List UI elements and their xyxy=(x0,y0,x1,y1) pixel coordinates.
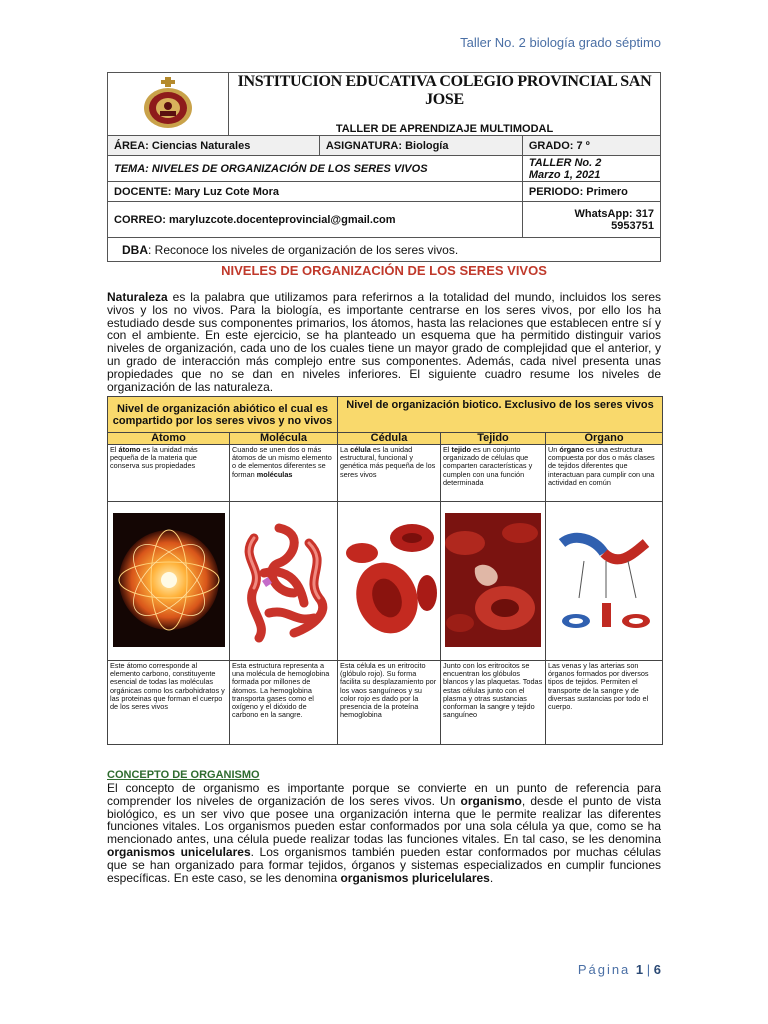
vein-artery-illustration xyxy=(554,513,654,647)
topic-cell: TEMA: NIVELES DE ORGANIZACIÓN DE LOS SERES VIVOS xyxy=(108,156,523,182)
dba-text: : Reconoce los niveles de organización de los seres vivos. xyxy=(148,242,459,257)
intro-lead: Naturaleza xyxy=(107,290,168,304)
def-molecula: Cuando se unen dos o más átomos de un mismo elemento o de elementos diferentes se forman moléculas xyxy=(230,445,338,502)
atom-image xyxy=(108,502,230,661)
molecule-image xyxy=(230,502,338,661)
def-atomo: El átomo es la unidad más pequeña de la materia que conserva sus propiedades xyxy=(108,445,230,502)
organism-heading: CONCEPTO DE ORGANISMO xyxy=(107,769,260,781)
cell-image xyxy=(338,502,441,661)
term-pluricelulares: organismos pluricelulares xyxy=(340,870,490,885)
desc-tejido: Junto con los eritrocitos se encuentran los glóbulos blancos y las plaquetas. Todas estas células junto con el plasma y otras sustancias conforman la sangre y tejido sanguíneo xyxy=(441,661,546,745)
area-cell: ÁREA: Ciencias Naturales xyxy=(108,136,320,156)
page-footer xyxy=(578,962,661,977)
page-total: 6 xyxy=(653,962,661,977)
teacher-cell: DOCENTE: Mary Luz Cote Mora xyxy=(108,182,523,202)
page-label: Página xyxy=(577,962,631,977)
col-organo: Organo xyxy=(546,433,663,445)
organization-levels-table xyxy=(107,396,663,745)
school-crest-icon xyxy=(138,75,198,131)
school-crest xyxy=(108,73,229,136)
intro-paragraph xyxy=(107,291,661,393)
col-molecula: Molécula xyxy=(230,433,338,445)
def-tejido: El tejido es un conjunto organizado de células que comparten características y cumplen con una función determinada xyxy=(441,445,546,502)
erythrocyte-illustration xyxy=(342,513,437,647)
desc-celula: Esta célula es un eritrocito (glóbulo rojo). Su forma facilita su desplazamiento por los vaos sanguíneos y su color rojo es dado por la presencia de la proteína hemoglobina xyxy=(338,661,441,745)
term-organismo: organismo xyxy=(460,793,522,808)
workshop-subtitle: TALLER DE APRENDIZAJE MULTIMODAL xyxy=(335,123,554,135)
organism-paragraph: El concepto de organismo es importante porque se convierte en un punto de referencia para comprender los niveles de organización de los seres vivos. Un organismo, desde el punto de vista biológico, es un ser vivo que posee una organización interna que le permite realizar las diferentes funciones vitales. Los organismos pueden estar conformados por una sola célula ya que, como se ha mencionado antes, una célula puede realizar todas las funciones vitales. En tal caso, se les denomina organismos unicelulares. Los organismos también pueden estar conformados por muchas células que se han organizado para formar tejidos, órganos y sistemas especializados en cumplir funciones específicas. En este caso, se les denomina organismos pluricelulares. xyxy=(107,781,661,885)
col-atomo: Atomo xyxy=(108,433,230,445)
page-separator: | xyxy=(643,962,654,977)
grade-cell: GRADO: 7 º xyxy=(522,136,660,156)
header-table xyxy=(107,72,661,262)
abiotic-level-header: Nivel de organización abiótico el cual es compartido por los seres vivos y no vivos xyxy=(108,397,338,433)
intro-text: es la palabra que utilizamos para referirnos a la totalidad del mundo, incluidos los seres vivos y los no vivos. Para la biología, es importante centrarse en los seres vivos, por ello los ha estudiado desde sus componentes primarios, los átomos, hasta las relaciones que establecen entre sí y con el ambiente. En este ejercicio, se ha planteado un esquema que ha permitido distinguir varios niveles de organización, cada uno de los cuales tiene un mayor grado de complejidad que el anterior, y un grado de interacción más complejo entre sus componentes. Además, cada nivel presenta unas propiedades que no se dan en niveles inferiores. El siguiente cuadro resume los niveles de organización de las naturaleza. xyxy=(107,290,661,394)
def-organo: Un órgano es una estructura compuesta por dos o más clases de tejidos diferentes que interactuan para cumplir con una actividad en común xyxy=(546,445,663,502)
whatsapp-cell: WhatsApp: 317 5953751 xyxy=(522,202,660,238)
term-unicelulares: organismos unicelulares xyxy=(107,844,251,859)
section-title: NIVELES DE ORGANIZACIÓN DE LOS SERES VIVOS xyxy=(221,263,547,278)
workshop-date: Marzo 1, 2021 xyxy=(528,168,601,181)
page-number: 1 xyxy=(635,962,644,977)
biotic-level-header: Nivel de organización biotico. Exclusivo de los seres vivos xyxy=(338,397,663,433)
carbon-atom-illustration xyxy=(113,513,225,647)
workshop-number: TALLER No. 2 xyxy=(528,156,602,169)
desc-atomo: Este átomo corresponde al elemento carbono, constituyente esencial de todas las moléculas orgánicas como los carbohidratos y las proteinas que forman el cuerpo de los seres vivos xyxy=(108,661,230,745)
running-header: Taller No. 2 biología grado séptimo xyxy=(460,35,661,50)
desc-organo: Las venas y las arterias son órganos formados por diversos tipos de tejidos. Permiten el transporte de la sangre y de diversas sustancias por todo el cuerpo. xyxy=(546,661,663,745)
subject-cell: ASIGNATURA: Biología xyxy=(319,136,522,156)
dba-label: DBA xyxy=(122,242,148,257)
school-name: INSTITUCION EDUCATIVA COLEGIO PROVINCIAL SAN JOSE xyxy=(237,73,652,108)
period-cell: PERIODO: Primero xyxy=(522,182,660,202)
desc-molecula: Esta estructura representa a una molécula de hemoglobina formada por millones de átomos. La hemoglobina transporta gases como el oxígeno y el dióxido de carbono en la sangre. xyxy=(230,661,338,745)
col-tejido: Tejido xyxy=(441,433,546,445)
blood-tissue-illustration xyxy=(445,513,541,647)
organ-image xyxy=(546,502,663,661)
email-cell: CORREO: maryluzcote.docenteprovincial@gmail.com xyxy=(108,202,523,238)
tissue-image xyxy=(441,502,546,661)
col-celula: Cédula xyxy=(338,433,441,445)
def-celula: La célula es la unidad estructural, funcional y genética más pequeña de los seres vivos xyxy=(338,445,441,502)
hemoglobin-illustration xyxy=(234,513,334,647)
